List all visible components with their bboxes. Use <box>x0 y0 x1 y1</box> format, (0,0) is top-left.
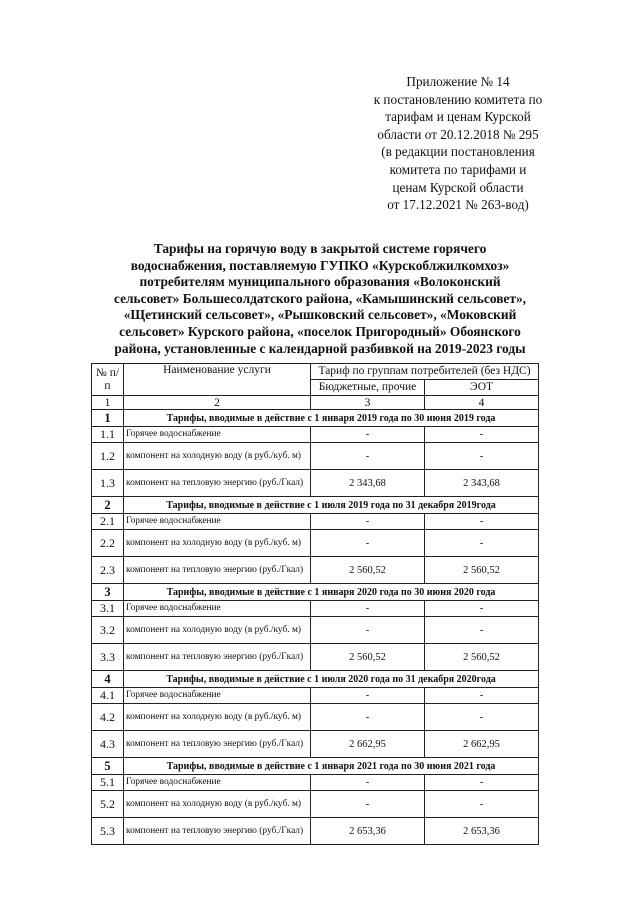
appendix-line: к постановлению комитета по <box>373 91 543 107</box>
eot-tariff-value: - <box>425 704 539 731</box>
row-index: 3.3 <box>92 644 124 671</box>
row-index: 1.1 <box>92 427 124 443</box>
column-number: 2 <box>124 396 311 410</box>
row-index: 5.1 <box>92 775 124 791</box>
budget-tariff-value: 2 560,52 <box>311 644 425 671</box>
column-number: 3 <box>311 396 425 410</box>
section-number: 4 <box>92 671 124 688</box>
row-index: 2.2 <box>92 530 124 557</box>
eot-tariff-value: - <box>425 617 539 644</box>
service-name: Горячее водоснабжение <box>124 775 311 791</box>
row-index: 3.2 <box>92 617 124 644</box>
header-budget: Бюджетные, прочие <box>311 380 425 396</box>
table-row <box>92 514 539 530</box>
budget-tariff-value: - <box>311 617 425 644</box>
section-row <box>92 497 539 514</box>
section-title: Тарифы, вводимые в действие с 1 января 2021 года по 30 июня 2021 года <box>124 758 539 775</box>
table-row <box>92 530 539 557</box>
service-name: компонент на тепловую энергию (руб./Гкал) <box>124 470 311 497</box>
header-service: Наименование услуги <box>124 364 311 396</box>
table-row <box>92 775 539 791</box>
title-line: потребителям муниципального образования «Волоконский <box>139 274 501 290</box>
table-row <box>92 443 539 470</box>
appendix-line: ценам Курской области <box>392 179 524 195</box>
table-row <box>92 818 539 845</box>
row-index: 2.1 <box>92 514 124 530</box>
budget-tariff-value: - <box>311 704 425 731</box>
appendix-reference <box>338 73 578 214</box>
header-tariff-group: Тариф по группам потребителей (без НДС) <box>311 364 539 380</box>
budget-tariff-value: 2 662,95 <box>311 731 425 758</box>
section-title: Тарифы, вводимые в действие с 1 июля 2019 года по 31 декабря 2019года <box>124 497 539 514</box>
service-name: компонент на тепловую энергию (руб./Гкал) <box>124 557 311 584</box>
table-header-row <box>92 364 539 380</box>
section-title: Тарифы, вводимые в действие с 1 января 2019 года по 30 июня 2019 года <box>124 410 539 427</box>
budget-tariff-value: - <box>311 688 425 704</box>
appendix-line: (в редакции постановления <box>381 144 535 160</box>
appendix-line: комитета по тарифами и <box>389 161 527 177</box>
appendix-line: тарифам и ценам Курской <box>385 109 531 125</box>
service-name: Горячее водоснабжение <box>124 427 311 443</box>
title-line: Тарифы на горячую воду в закрытой системе горячего <box>153 241 487 256</box>
service-name: компонент на холодную воду (в руб./куб. м) <box>124 617 311 644</box>
table-row <box>92 557 539 584</box>
table-row <box>92 470 539 497</box>
table-row <box>92 688 539 704</box>
row-index: 4.2 <box>92 704 124 731</box>
service-name: Горячее водоснабжение <box>124 601 311 617</box>
service-name: Горячее водоснабжение <box>124 688 311 704</box>
table-row <box>92 704 539 731</box>
eot-tariff-value: - <box>425 427 539 443</box>
row-index: 1.3 <box>92 470 124 497</box>
budget-tariff-value: - <box>311 514 425 530</box>
budget-tariff-value: 2 343,68 <box>311 470 425 497</box>
row-index: 2.3 <box>92 557 124 584</box>
section-row <box>92 584 539 601</box>
column-number: 1 <box>92 396 124 410</box>
table-row <box>92 644 539 671</box>
title-line: сельсовет» Большесолдатского района, «Камышинский сельсовет», <box>113 290 526 306</box>
service-name: компонент на холодную воду (в руб./куб. м) <box>124 530 311 557</box>
row-index: 3.1 <box>92 601 124 617</box>
service-name: компонент на холодную воду (в руб./куб. м) <box>124 704 311 731</box>
row-index: 4.1 <box>92 688 124 704</box>
budget-tariff-value: 2 653,36 <box>311 818 425 845</box>
column-number: 4 <box>425 396 539 410</box>
table-row <box>92 427 539 443</box>
appendix-line: от 17.12.2021 № 263-вод) <box>387 197 529 213</box>
service-name: Горячее водоснабжение <box>124 514 311 530</box>
table-row <box>92 617 539 644</box>
budget-tariff-value: - <box>311 601 425 617</box>
service-name: компонент на тепловую энергию (руб./Гкал) <box>124 731 311 758</box>
budget-tariff-value: - <box>311 775 425 791</box>
title-line: «Щетинский сельсовет», «Рышковский сельсовет», «Моковский <box>123 307 517 323</box>
section-number: 2 <box>92 497 124 514</box>
section-number: 5 <box>92 758 124 775</box>
service-name: компонент на холодную воду (в руб./куб. м) <box>124 791 311 818</box>
budget-tariff-value: - <box>311 427 425 443</box>
tariff-table <box>91 363 539 845</box>
header-eot: ЭОТ <box>425 380 539 396</box>
row-index: 4.3 <box>92 731 124 758</box>
header-num: № п/п <box>92 364 124 396</box>
appendix-line: Приложение № 14 <box>406 74 510 89</box>
table-row <box>92 731 539 758</box>
section-row <box>92 758 539 775</box>
eot-tariff-value: - <box>425 530 539 557</box>
budget-tariff-value: - <box>311 530 425 557</box>
section-title: Тарифы, вводимые в действие с 1 января 2020 года по 30 июня 2020 года <box>124 584 539 601</box>
budget-tariff-value: - <box>311 443 425 470</box>
title-line: района, установленные с календарной разбивкой на 2019-2023 годы <box>114 340 526 356</box>
budget-tariff-value: 2 560,52 <box>311 557 425 584</box>
section-row <box>92 671 539 688</box>
section-title: Тарифы, вводимые в действие с 1 июля 2020 года по 31 декабря 2020года <box>124 671 539 688</box>
document-title <box>70 241 570 357</box>
eot-tariff-value: 2 653,36 <box>425 818 539 845</box>
title-line: водоснабжения, поставляемую ГУПКО «Курскоблжилкомхоз» <box>130 257 510 273</box>
column-number-row <box>92 396 539 410</box>
eot-tariff-value: - <box>425 688 539 704</box>
eot-tariff-value: - <box>425 514 539 530</box>
eot-tariff-value: - <box>425 775 539 791</box>
eot-tariff-value: 2 662,95 <box>425 731 539 758</box>
eot-tariff-value: 2 560,52 <box>425 644 539 671</box>
row-index: 1.2 <box>92 443 124 470</box>
section-row <box>92 410 539 427</box>
section-number: 1 <box>92 410 124 427</box>
table-row <box>92 791 539 818</box>
table-row <box>92 601 539 617</box>
appendix-line: области от 20.12.2018 № 295 <box>377 126 539 142</box>
eot-tariff-value: 2 560,52 <box>425 557 539 584</box>
eot-tariff-value: - <box>425 791 539 818</box>
service-name: компонент на тепловую энергию (руб./Гкал) <box>124 818 311 845</box>
service-name: компонент на тепловую энергию (руб./Гкал) <box>124 644 311 671</box>
row-index: 5.3 <box>92 818 124 845</box>
eot-tariff-value: 2 343,68 <box>425 470 539 497</box>
eot-tariff-value: - <box>425 601 539 617</box>
row-index: 5.2 <box>92 791 124 818</box>
eot-tariff-value: - <box>425 443 539 470</box>
title-line: сельсовет» Курского района, «поселок Пригородный» Обоянского <box>119 323 521 339</box>
service-name: компонент на холодную воду (в руб./куб. м) <box>124 443 311 470</box>
section-number: 3 <box>92 584 124 601</box>
budget-tariff-value: - <box>311 791 425 818</box>
